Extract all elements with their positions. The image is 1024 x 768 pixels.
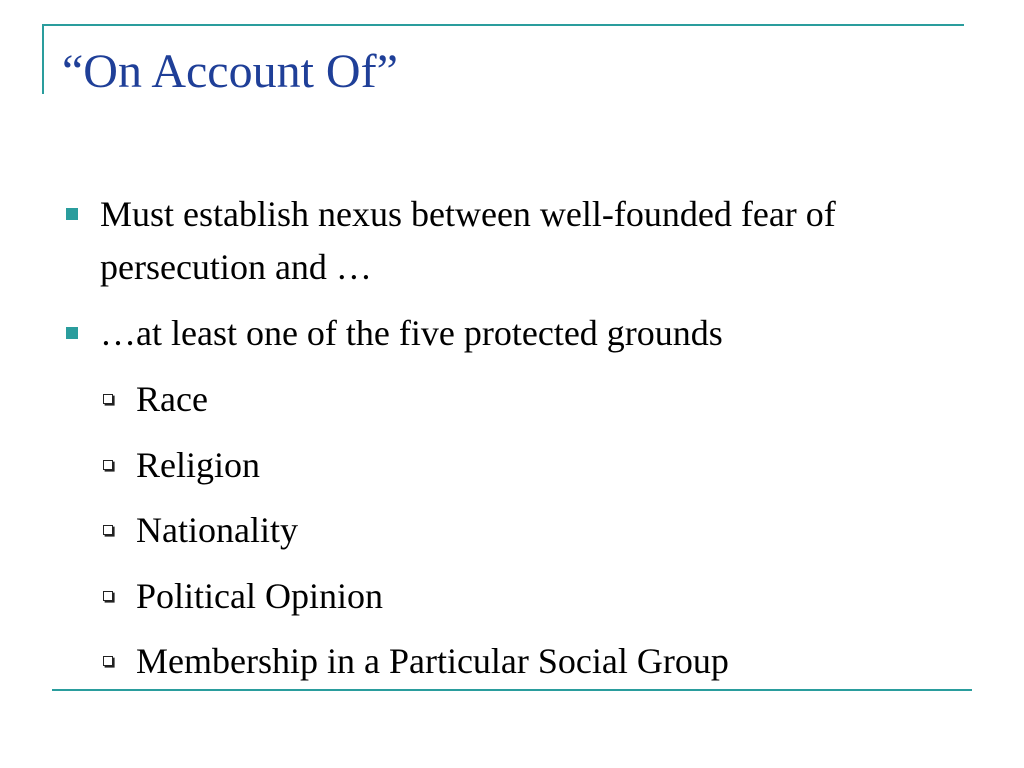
hollow-square-bullet-icon [103, 460, 113, 470]
sub-bullet-text: Political Opinion [136, 576, 383, 616]
sub-bullet-text: Race [136, 379, 208, 419]
slide-title: “On Account Of” [62, 45, 398, 98]
sub-bullet-text: Religion [136, 445, 260, 485]
hollow-square-bullet-icon [103, 525, 113, 535]
footer-divider-line [52, 689, 972, 691]
square-bullet-icon [66, 327, 78, 339]
hollow-square-bullet-icon [103, 656, 113, 666]
square-bullet-icon [66, 208, 78, 220]
hollow-square-bullet-icon [103, 591, 113, 601]
bullet-text: …at least one of the five protected grounds [100, 313, 723, 353]
sub-bullet-text: Nationality [136, 510, 298, 550]
sub-bullet-text: Membership in a Particular Social Group [136, 641, 729, 681]
bullet-text: Must establish nexus between well-founded fear of persecution and … [100, 194, 836, 287]
hollow-square-bullet-icon [103, 394, 113, 404]
